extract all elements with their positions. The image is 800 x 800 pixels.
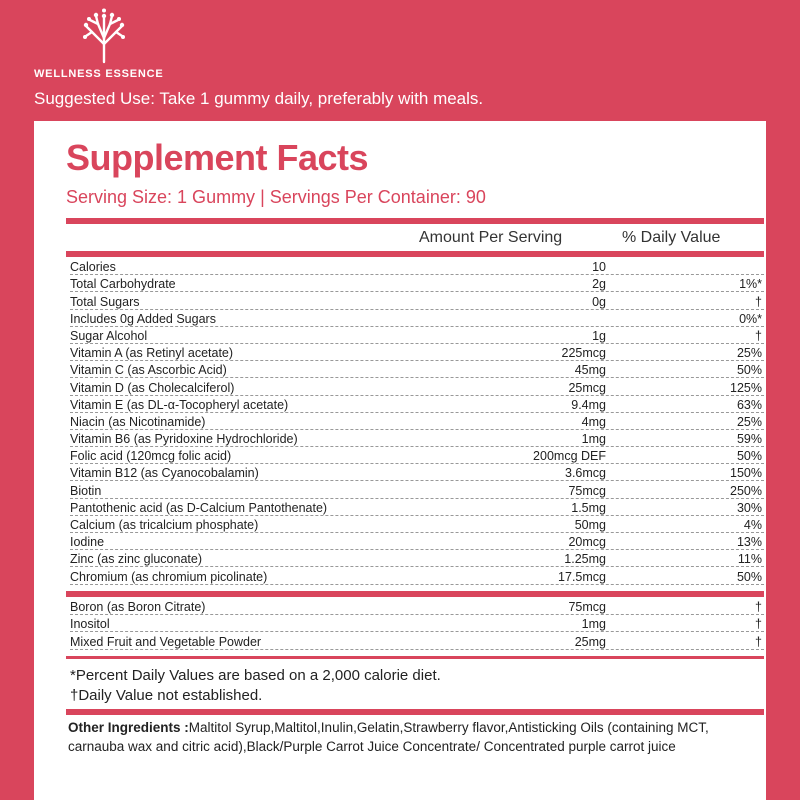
nutrient-amount: 75mcg: [568, 483, 606, 498]
nutrient-name: Vitamin B12 (as Cyanocobalamin): [70, 466, 259, 481]
nutrient-name: Folic acid (120mcg folic acid): [70, 449, 232, 464]
nutrient-name: Total Carbohydrate: [70, 277, 176, 292]
nutrient-amount: 20mcg: [568, 535, 606, 550]
tree-icon: [80, 8, 128, 64]
nutrient-dv: †: [755, 617, 762, 632]
nutrient-dv: 0%*: [739, 311, 762, 326]
nutrient-name: Vitamin C (as Ascorbic Acid): [70, 363, 227, 378]
nutrient-amount: 9.4mg: [571, 397, 606, 412]
column-header-amount: Amount Per Serving: [419, 229, 563, 246]
nutrient-amount: 75mcg: [568, 600, 606, 615]
nutrient-name: Calories: [70, 260, 116, 275]
nutrient-name: Zinc (as zinc gluconate): [70, 552, 203, 567]
nutrient-name: Sugar Alcohol: [70, 328, 148, 343]
table-row: [70, 310, 764, 327]
nutrient-name: Includes 0g Added Sugars: [70, 311, 216, 326]
other-ingredients: [68, 718, 748, 756]
nutrient-dv: 11%: [737, 552, 762, 567]
nutrient-dv: 25%: [736, 346, 762, 361]
nutrient-dv: 150%: [730, 466, 762, 481]
nutrient-dv: †: [755, 328, 762, 343]
suggested-use: Suggested Use: Take 1 gummy daily, preferably with meals.: [34, 89, 484, 108]
table-row: [70, 464, 764, 481]
serving-info: Serving Size: 1 Gummy | Servings Per Container: 90: [66, 187, 486, 207]
nutrient-dv: †: [755, 294, 762, 309]
nutrient-amount: 1mg: [581, 617, 606, 632]
nutrient-name: Biotin: [70, 483, 102, 498]
table-row: [70, 516, 764, 533]
nutrient-amount: 1mg: [581, 432, 606, 447]
nutrient-name: Total Sugars: [70, 294, 140, 309]
nutrient-name: Mixed Fruit and Vegetable Powder: [70, 634, 262, 649]
table-row: [70, 567, 764, 584]
nutrient-dv: 50%: [736, 449, 762, 464]
table-row: [70, 499, 764, 516]
divider-bottom: [66, 709, 764, 715]
supplement-facts-panel: [34, 121, 766, 800]
table-row: [70, 533, 764, 550]
nutrient-name: Vitamin B6 (as Pyridoxine Hydrochloride): [70, 432, 298, 447]
nutrient-amount: 4mg: [581, 414, 606, 429]
brand-name: WELLNESS ESSENCE: [34, 68, 164, 80]
table-row: [70, 632, 764, 649]
nutrient-dv: 125%: [730, 380, 762, 395]
nutrient-amount: 17.5mcg: [558, 569, 606, 584]
nutrient-amount: 10: [592, 260, 606, 275]
nutrient-name: Vitamin A (as Retinyl acetate): [70, 346, 234, 361]
divider-top: [66, 218, 764, 224]
table-row: [70, 430, 764, 447]
other-ingredients-text: Maltitol Syrup,Maltitol,Inulin,Gelatin,Strawberry flavor,Antisticking Oils (containing MCT, carnauba wax and citric acid),Black/Purple Carrot Juice Concentrate/ Concentrated purple carrot juice: [68, 720, 709, 754]
nutrient-amount: 45mg: [574, 363, 606, 378]
footnote-dagger: †Daily Value not established.: [70, 687, 263, 704]
nutrient-amount: 200mcg DEF: [533, 449, 606, 464]
table-row: [70, 344, 764, 361]
nutrient-name: Chromium (as chromium picolinate): [70, 569, 268, 584]
nutrient-name: Inositol: [70, 617, 110, 632]
nutrient-amount: 25mcg: [568, 380, 606, 395]
nutrient-dv: 50%: [736, 569, 762, 584]
nutrient-amount: 1.25mg: [564, 552, 606, 567]
nutrient-dv: 30%: [736, 500, 762, 515]
nutrient-name: Iodine: [70, 535, 105, 550]
footnote-percent: *Percent Daily Values are based on a 2,000 calorie diet.: [70, 667, 441, 684]
nutrient-dv: 59%: [736, 432, 762, 447]
divider-middle: [66, 591, 764, 597]
brand-logo: [30, 8, 180, 84]
nutrient-name: Boron (as Boron Citrate): [70, 600, 206, 615]
nutrient-amount: 1g: [592, 328, 606, 343]
nutrient-name: Vitamin E (as DL-α-Tocopheryl acetate): [70, 397, 289, 412]
divider-footnote: [66, 656, 764, 659]
table-row: [70, 378, 764, 395]
table-row: [70, 598, 764, 615]
nutrient-amount: 50mg: [574, 518, 606, 532]
nutrient-list: [70, 258, 764, 585]
table-row: [70, 396, 764, 413]
nutrient-name: Niacin (as Nicotinamide): [70, 414, 206, 429]
nutrient-amount: 1.5mg: [571, 500, 606, 515]
table-row: [70, 447, 764, 464]
divider-header: [66, 251, 764, 257]
table-row: [70, 258, 764, 275]
nutrient-dv: †: [755, 600, 762, 615]
column-header-dv: % Daily Value: [622, 229, 721, 246]
table-row: [70, 327, 764, 344]
other-nutrient-list: [70, 598, 764, 650]
nutrient-amount: 2g: [592, 277, 606, 292]
nutrient-amount: 0g: [592, 294, 606, 309]
nutrient-name: Pantothenic acid (as D-Calcium Pantothenate): [70, 500, 328, 515]
table-row: [70, 361, 764, 378]
other-ingredients-label: Other Ingredients :: [68, 720, 189, 735]
nutrient-dv: †: [755, 634, 762, 649]
nutrient-dv: 63%: [736, 397, 762, 412]
table-row: [70, 413, 764, 430]
nutrient-name: Vitamin D (as Cholecalciferol): [70, 380, 235, 395]
nutrient-dv: 1%*: [739, 277, 762, 292]
nutrient-dv: 4%: [743, 518, 762, 532]
nutrient-dv: 25%: [736, 414, 762, 429]
nutrient-dv: 250%: [730, 483, 762, 498]
page-title: Supplement Facts: [66, 137, 369, 178]
table-row: [70, 550, 764, 567]
nutrient-name: Calcium (as tricalcium phosphate): [70, 518, 259, 532]
table-row: [70, 292, 764, 309]
nutrient-dv: 50%: [736, 363, 762, 378]
table-row: [70, 481, 764, 498]
nutrient-amount: 3.6mcg: [565, 466, 606, 481]
table-row: [70, 615, 764, 632]
nutrient-dv: 13%: [736, 535, 762, 550]
nutrient-amount: 225mcg: [561, 346, 606, 361]
table-row: [70, 275, 764, 292]
nutrient-amount: 25mg: [574, 634, 606, 649]
